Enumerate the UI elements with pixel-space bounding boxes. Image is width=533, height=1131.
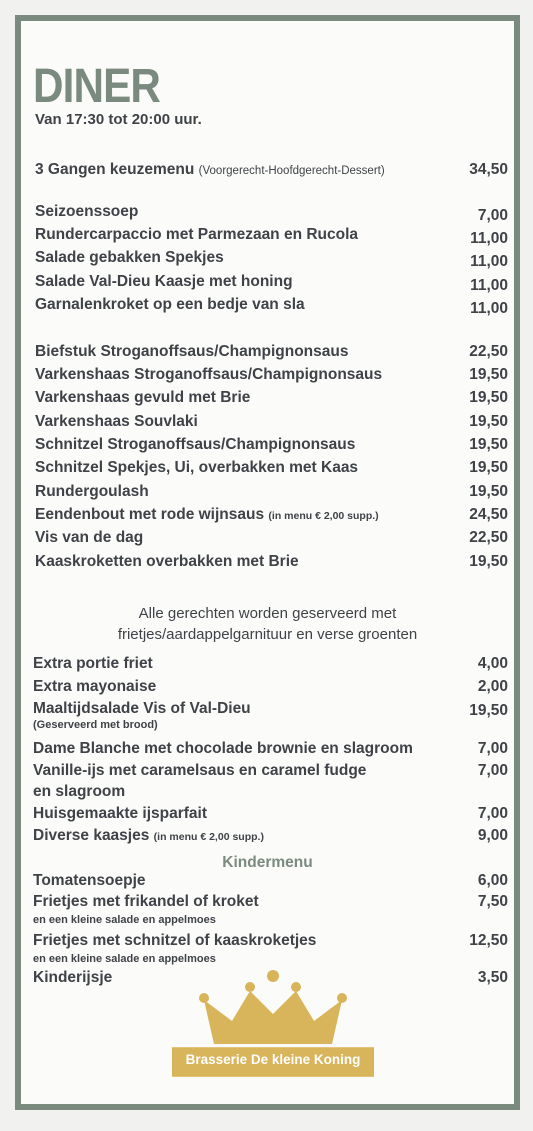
item-price: 11,00 (470, 253, 508, 270)
item-price: 7,50 (477, 893, 508, 910)
item-price: 4,00 (477, 655, 508, 672)
menu-item (35, 436, 508, 454)
serving-notice (27, 603, 508, 645)
menu-item (35, 459, 508, 477)
item-name: Schnitzel Spekjes, Ui, overbakken met Kaas (35, 459, 359, 476)
item-price: 19,50 (469, 702, 508, 719)
menu-item (33, 678, 508, 696)
menu-item (33, 762, 508, 780)
item-name: Varkenshaas Stroganoffsaus/Champignonsaus (35, 366, 383, 383)
notice-line: Alle gerechten worden geserveerd met (138, 605, 397, 622)
item-price: 22,50 (469, 343, 508, 360)
set-menu-item (35, 161, 508, 179)
menu-item (35, 413, 508, 431)
item-price: 24,50 (469, 506, 508, 523)
menu-item (33, 655, 508, 673)
item-note: (in menu € 2,00 supp.) (268, 510, 379, 522)
item-note: (in menu € 2,00 supp.) (153, 831, 264, 843)
item-price: 9,00 (477, 827, 508, 844)
item-name: Maaltijdsalade Vis of Val-Dieu (33, 700, 251, 717)
item-subnote: (Geserveerd met brood) (33, 719, 158, 731)
item-name: Frietjes met frikandel of kroket (33, 893, 259, 910)
opening-hours: Van 17:30 tot 20:00 uur. (35, 111, 202, 128)
item-price: 11,00 (470, 277, 508, 294)
section-heading-kids: Kindermenu (222, 854, 313, 871)
menu-item (35, 296, 508, 317)
menu-item (33, 740, 508, 758)
item-price: 6,00 (477, 872, 508, 889)
item-price: 19,50 (469, 483, 508, 500)
item-price: 19,50 (469, 366, 508, 383)
page-title: DINER (33, 60, 161, 113)
logo-text: Brasserie De kleine Koning (185, 1052, 361, 1067)
item-name: Dame Blanche met chocolade brownie en slagroom (33, 740, 413, 757)
item-name: Rundercarpaccio met Parmezaan en Rucola (35, 226, 359, 243)
item-price: 11,00 (470, 230, 508, 247)
menu-item (35, 553, 508, 571)
menu-item (33, 872, 508, 890)
item-name: Eendenbout met rode wijnsaus (35, 506, 265, 523)
menu-item (33, 893, 508, 911)
item-price: 19,50 (469, 459, 508, 476)
item-name: Tomatensoepje (33, 872, 146, 889)
item-name: Huisgemaakte ijsparfait (33, 805, 208, 822)
item-price: 3,50 (477, 969, 508, 986)
menu-item (35, 366, 508, 384)
item-price: 12,50 (469, 932, 508, 949)
item-name: en slagroom (33, 783, 126, 800)
item-name: Biefstuk Stroganoffsaus/Champignonsaus (35, 343, 349, 360)
menu-item (35, 203, 508, 224)
item-price: 19,50 (469, 389, 508, 406)
item-name: Kaaskroketten overbakken met Brie (35, 553, 299, 570)
menu-item (35, 226, 508, 247)
item-price: 11,00 (470, 300, 508, 317)
item-name: Kinderijsje (33, 969, 113, 986)
item-name: Extra mayonaise (33, 678, 157, 695)
item-name: Varkenshaas gevuld met Brie (35, 389, 251, 406)
menu-item (35, 529, 508, 547)
menu-item (33, 827, 508, 845)
item-name: Frietjes met schnitzel of kaaskroketjes (33, 932, 317, 949)
menu-item (33, 932, 508, 950)
item-price: 22,50 (469, 529, 508, 546)
item-price: 7,00 (477, 740, 508, 757)
menu-item (35, 273, 508, 294)
menu-item (35, 389, 508, 407)
item-name: Diverse kaasjes (33, 827, 150, 844)
item-price: 19,50 (469, 436, 508, 453)
menu-item (33, 700, 508, 718)
brasserie-logo (172, 966, 374, 1091)
item-detail: (Voorgerecht-Hoofdgerecht-Dessert) (198, 165, 385, 177)
item-name: Rundergoulash (35, 483, 149, 500)
item-subnote: en een kleine salade en appelmoes (33, 914, 216, 926)
item-price: 2,00 (477, 678, 508, 695)
menu-item (35, 249, 508, 270)
item-name: Garnalenkroket op een bedje van sla (35, 296, 305, 313)
menu-item (33, 805, 508, 823)
item-name: Salade gebakken Spekjes (35, 249, 224, 266)
menu-item (35, 483, 508, 501)
item-price: 7,00 (477, 207, 508, 224)
item-price: 19,50 (469, 553, 508, 570)
item-name: 3 Gangen keuzemenu (35, 161, 195, 178)
menu-item (35, 506, 508, 524)
notice-line: frietjes/aardappelgarnituur en verse groenten (117, 626, 418, 643)
item-name: Vanille-ijs met caramelsaus en caramel fudge (33, 762, 367, 779)
item-name: Seizoenssoep (35, 203, 139, 220)
item-price: 7,00 (477, 762, 508, 779)
item-name-continued (33, 783, 508, 801)
item-name: Extra portie friet (33, 655, 153, 672)
item-name: Schnitzel Stroganoffsaus/Champignonsaus (35, 436, 356, 453)
item-subnote: en een kleine salade en appelmoes (33, 953, 216, 965)
menu-card (15, 15, 520, 1110)
item-price: 19,50 (469, 413, 508, 430)
item-name: Varkenshaas Souvlaki (35, 413, 198, 430)
crown-icon (172, 966, 374, 1046)
item-price: 7,00 (477, 805, 508, 822)
item-name: Salade Val-Dieu Kaasje met honing (35, 273, 293, 290)
item-name: Vis van de dag (35, 529, 144, 546)
item-price: 34,50 (469, 161, 508, 178)
menu-item (35, 343, 508, 361)
